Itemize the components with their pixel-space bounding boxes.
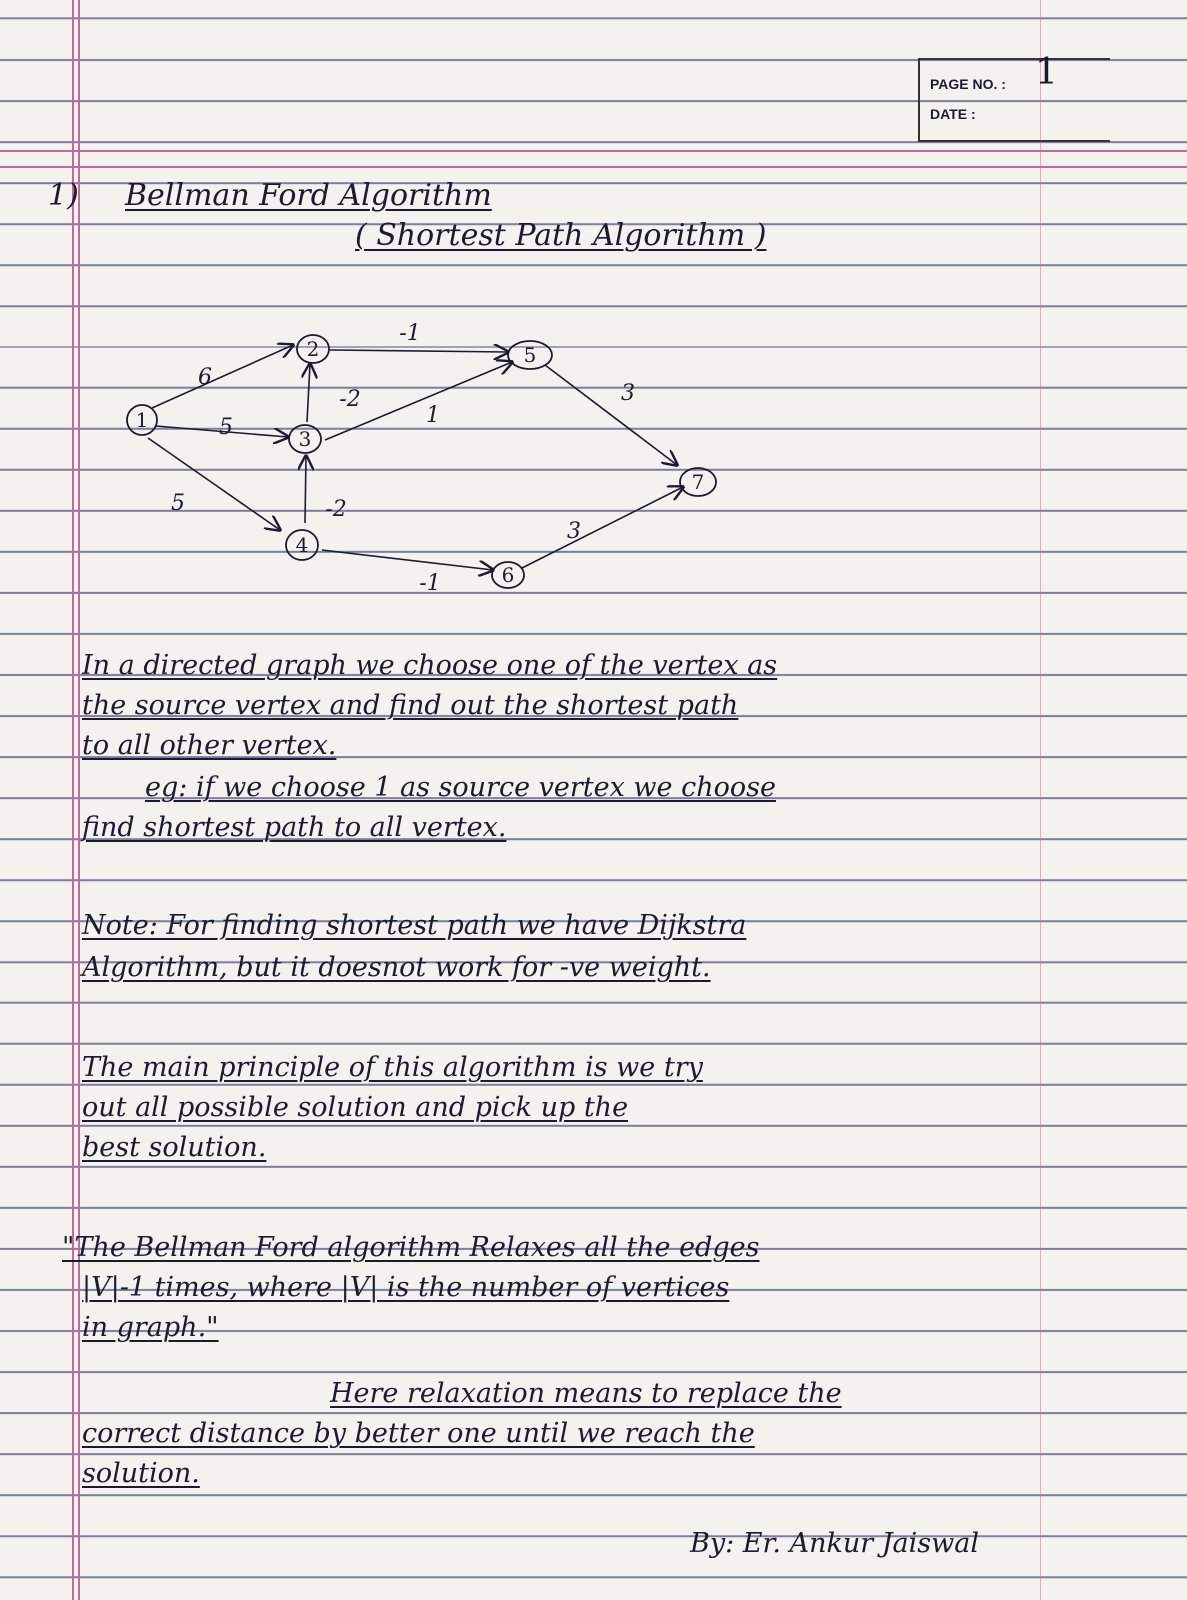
relaxation-line-1: Here relaxation means to replace the xyxy=(330,1378,842,1409)
weight-3-2: -2 xyxy=(339,387,361,412)
weight-1-2: 6 xyxy=(198,365,212,390)
weight-6-7: 3 xyxy=(567,519,581,544)
heading-title: Bellman Ford Algorithm xyxy=(125,178,492,213)
node-5-label: 5 xyxy=(523,343,537,367)
weight-2-5: -1 xyxy=(399,321,421,346)
edge-6-7 xyxy=(522,487,683,568)
example-line-1: eg: if we choose 1 as source vertex we choose xyxy=(145,772,776,803)
node-2-label: 2 xyxy=(306,337,320,361)
edge-2-5 xyxy=(330,350,508,352)
intro-line-3: to all other vertex. xyxy=(82,730,337,761)
edge-4-6 xyxy=(322,550,493,570)
relaxation-line-3: solution. xyxy=(82,1458,200,1489)
note-line-1: Note: For finding shortest path we have Dijkstra xyxy=(82,910,747,941)
edge-5-7 xyxy=(545,365,677,465)
principle-line-1: The main principle of this algorithm is we try xyxy=(82,1052,703,1083)
author-signature: By: Er. Ankur Jaiswal xyxy=(690,1528,979,1559)
page-no-label: PAGE NO. : xyxy=(930,76,1006,92)
heading-number: 1) xyxy=(48,178,79,213)
edge-1-4 xyxy=(148,438,280,530)
weight-5-7: 3 xyxy=(621,381,635,406)
heading-subtitle: ( Shortest Path Algorithm ) xyxy=(355,218,767,253)
weight-4-3: -2 xyxy=(325,497,347,522)
node-6-label: 6 xyxy=(501,563,515,587)
edge-4-3 xyxy=(305,456,306,523)
note-line-2: Algorithm, but it doesnot work for -ve weight. xyxy=(82,952,711,983)
quote-line-3: in graph." xyxy=(82,1312,219,1343)
principle-line-3: best solution. xyxy=(82,1132,267,1163)
edge-3-2 xyxy=(307,364,310,422)
relaxation-line-2: correct distance by better one until we reach the xyxy=(82,1418,755,1449)
weight-4-6: -1 xyxy=(419,571,441,596)
node-4-label: 4 xyxy=(295,533,309,557)
node-1-label: 1 xyxy=(135,408,149,432)
edge-1-2 xyxy=(152,345,293,408)
node-3-label: 3 xyxy=(298,427,312,451)
principle-line-2: out all possible solution and pick up the xyxy=(82,1092,629,1123)
weight-3-5: 1 xyxy=(426,403,440,428)
quote-line-1: "The Bellman Ford algorithm Relaxes all the edges xyxy=(62,1232,760,1263)
page-number: 1 xyxy=(1035,52,1058,93)
weight-1-4: 5 xyxy=(171,491,185,516)
intro-line-2: the source vertex and find out the shortest path xyxy=(82,690,739,721)
weight-1-3: 5 xyxy=(219,415,233,440)
quote-line-2: |V|-1 times, where |V| is the number of vertices xyxy=(82,1272,730,1303)
node-7-label: 7 xyxy=(691,470,705,494)
intro-line-1: In a directed graph we choose one of the vertex as xyxy=(82,650,778,681)
example-line-2: find shortest path to all vertex. xyxy=(82,812,507,843)
date-label: DATE : xyxy=(930,106,976,122)
